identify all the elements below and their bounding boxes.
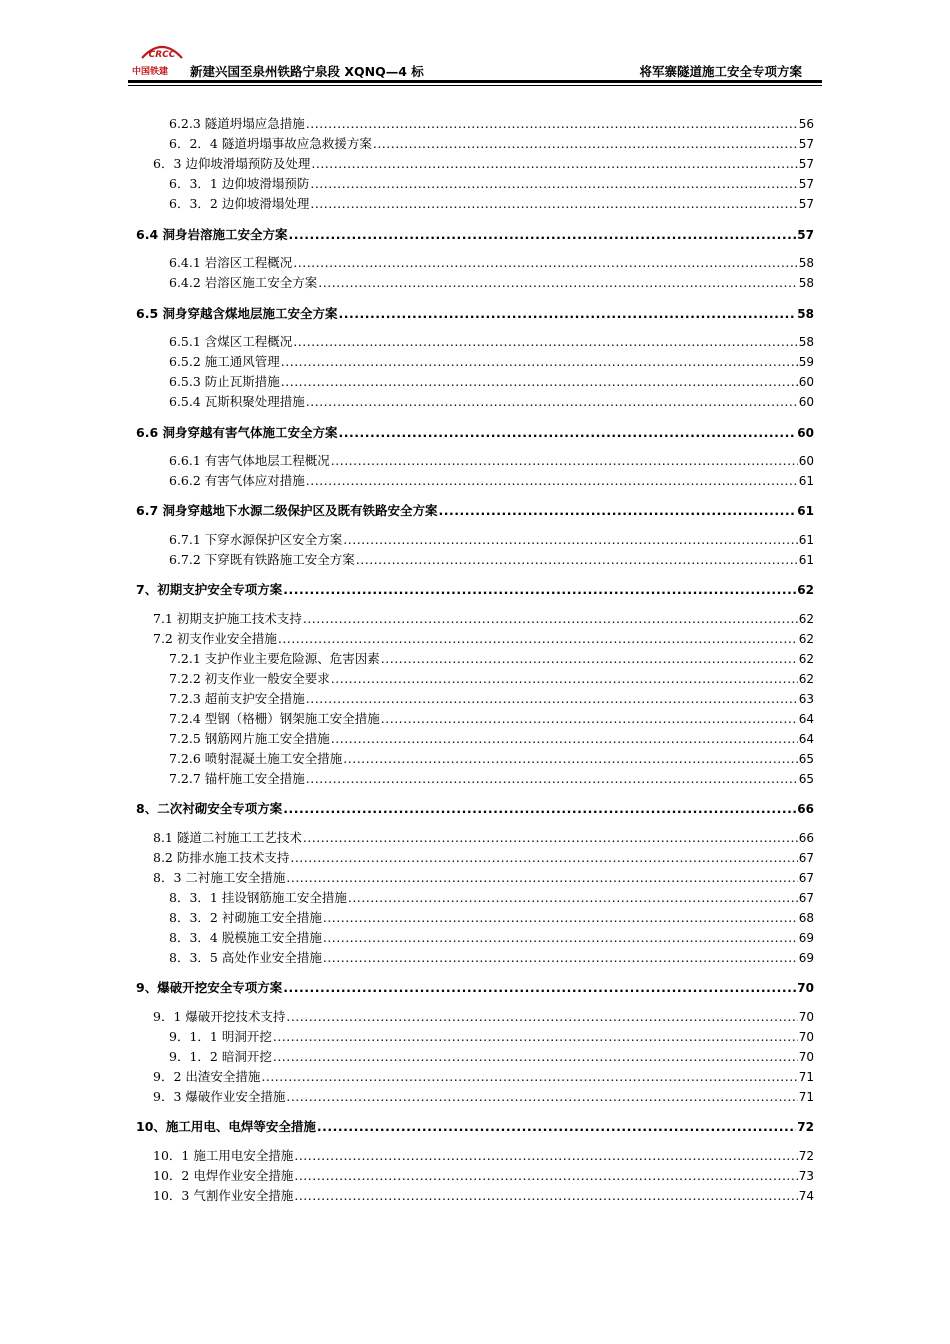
toc-entry[interactable] [153, 1088, 814, 1106]
toc-dot-leader [278, 630, 798, 648]
toc-entry[interactable] [153, 1167, 814, 1185]
toc-page-number: 64 [798, 732, 814, 746]
toc-page-number: 59 [798, 355, 814, 369]
toc-entry[interactable] [153, 1147, 814, 1165]
toc-dot-leader [306, 770, 798, 788]
toc-dot-leader [310, 195, 797, 213]
toc-entry-title: 8．3．5 高处作业安全措施 [169, 950, 322, 965]
toc-dot-leader [290, 849, 797, 867]
toc-dot-leader [293, 333, 797, 351]
header-document-title: 将军寨隧道施工安全专项方案 [639, 64, 802, 79]
toc-entry-title: 7.2.4 型钢（格栅）钢架施工安全措施 [169, 711, 380, 726]
toc-entry-title: 8．3．2 衬砌施工安全措施 [169, 910, 322, 925]
toc-entry[interactable] [153, 630, 814, 648]
toc-entry[interactable] [169, 650, 814, 668]
toc-page-number: 60 [798, 454, 814, 468]
toc-dot-leader [306, 472, 798, 490]
toc-entry[interactable] [153, 829, 814, 847]
toc-page-number: 60 [798, 375, 814, 389]
toc-section-entry[interactable] [136, 800, 814, 818]
toc-entry-title: 6.4.1 岩溶区工程概况 [169, 255, 293, 270]
toc-dot-leader [331, 730, 798, 748]
toc-dot-leader [281, 373, 798, 391]
toc-entry-title: 6．2．4 隧道坍塌事故应急救援方案 [169, 136, 372, 151]
header-project-title: 新建兴国至泉州铁路宁泉段 XQNQ—4 标 [190, 64, 424, 79]
toc-dot-leader [294, 1167, 797, 1185]
toc-entry[interactable] [153, 1187, 814, 1205]
toc-dot-leader [283, 979, 796, 997]
toc-entry-title: 7.2.5 钢筋网片施工安全措施 [169, 731, 330, 746]
toc-dot-leader [293, 254, 797, 272]
toc-dot-leader [294, 1187, 797, 1205]
toc-entry[interactable] [169, 1028, 814, 1046]
toc-entry-title: 6.5.2 施工通风管理 [169, 354, 280, 369]
toc-page-number: 62 [798, 672, 814, 686]
toc-page-number: 69 [798, 931, 814, 945]
toc-entry[interactable] [169, 393, 814, 411]
toc-entry-title: 6.6.2 有害气体应对措施 [169, 473, 305, 488]
toc-entry-title: 7.2.3 超前支护安全措施 [169, 691, 305, 706]
toc-entry[interactable] [169, 690, 814, 708]
toc-dot-leader [339, 424, 797, 442]
toc-entry[interactable] [169, 254, 814, 272]
toc-section-entry[interactable] [136, 502, 814, 520]
toc-entry[interactable] [169, 472, 814, 490]
toc-page-number: 66 [797, 802, 814, 816]
toc-dot-leader [289, 226, 797, 244]
toc-page-number: 61 [798, 474, 814, 488]
toc-dot-leader [283, 581, 796, 599]
toc-entry-title: 6.7 洞身穿越地下水源二级保护区及既有铁路安全方案 [136, 503, 438, 518]
toc-entry-title: 8、二次衬砌安全专项方案 [136, 801, 283, 816]
toc-entry-title: 7.2.6 喷射混凝土施工安全措施 [169, 751, 343, 766]
toc-entry-title: 6.5.3 防止瓦斯措施 [169, 374, 280, 389]
toc-entry-title: 9．2 出渣安全措施 [153, 1069, 261, 1084]
toc-section-entry[interactable] [136, 979, 814, 997]
toc-dot-leader [331, 452, 798, 470]
toc-dot-leader [306, 690, 798, 708]
toc-page-number: 72 [797, 1120, 814, 1134]
toc-page-number: 69 [798, 951, 814, 965]
toc-entry[interactable] [169, 373, 814, 391]
toc-entry[interactable] [169, 949, 814, 967]
toc-page-number: 61 [797, 504, 814, 518]
toc-entry-title: 6.4 洞身岩溶施工安全方案 [136, 227, 288, 242]
toc-entry-title: 9．1．2 暗洞开挖 [169, 1049, 272, 1064]
toc-entry-title: 7.1 初期支护施工技术支持 [153, 611, 302, 626]
toc-page-number: 57 [798, 197, 814, 211]
toc-page-number: 57 [798, 177, 814, 191]
toc-page-number: 64 [798, 712, 814, 726]
toc-entry-title: 9、爆破开挖安全专项方案 [136, 980, 283, 995]
toc-dot-leader [323, 909, 798, 927]
toc-page-number: 73 [798, 1169, 814, 1183]
toc-entry[interactable] [153, 1068, 814, 1086]
toc-dot-leader [273, 1028, 798, 1046]
toc-page-number: 65 [798, 772, 814, 786]
toc-dot-leader [348, 889, 798, 907]
toc-page-number: 62 [798, 612, 814, 626]
toc-entry[interactable] [169, 1048, 814, 1066]
toc-entry-title: 6．3 边仰坡滑塌预防及处理 [153, 156, 311, 171]
toc-entry-title: 7、初期支护安全专项方案 [136, 582, 283, 597]
toc-entry-title: 7.2 初支作业安全措施 [153, 631, 277, 646]
toc-entry[interactable] [169, 135, 814, 153]
toc-dot-leader [339, 305, 797, 323]
toc-page-number: 62 [798, 632, 814, 646]
toc-page-number: 63 [798, 692, 814, 706]
toc-page-number: 62 [797, 583, 814, 597]
toc-entry[interactable] [169, 353, 814, 371]
toc-section-entry[interactable] [136, 226, 814, 244]
toc-page-number: 67 [798, 851, 814, 865]
toc-dot-leader [303, 610, 798, 628]
toc-entry-title: 6．3．1 边仰坡滑塌预防 [169, 176, 310, 191]
toc-dot-leader [343, 531, 797, 549]
toc-entry[interactable] [153, 610, 814, 628]
toc-entry-title: 6.5.4 瓦斯积聚处理措施 [169, 394, 305, 409]
toc-entry-title: 6.2.3 隧道坍塌应急措施 [169, 116, 305, 131]
toc-entry-title: 8．3．1 挂设钢筋施工安全措施 [169, 890, 347, 905]
toc-entry[interactable] [169, 730, 814, 748]
toc-entry-title: 8.1 隧道二衬施工工艺技术 [153, 830, 302, 845]
toc-page-number: 57 [798, 137, 814, 151]
toc-dot-leader [317, 1118, 796, 1136]
toc-dot-leader [294, 1147, 797, 1165]
toc-dot-leader [306, 115, 798, 133]
toc-dot-leader [311, 155, 797, 173]
toc-page-number: 71 [798, 1070, 814, 1084]
toc-entry-title: 10、施工用电、电焊等安全措施 [136, 1119, 316, 1134]
toc-dot-leader [306, 393, 798, 411]
toc-page-number: 57 [798, 157, 814, 171]
toc-entry[interactable] [153, 869, 814, 887]
toc-entry[interactable] [169, 195, 814, 213]
toc-page-number: 70 [798, 1050, 814, 1064]
toc-dot-leader [286, 869, 797, 887]
toc-entry[interactable] [153, 849, 814, 867]
toc-page-number: 71 [798, 1090, 814, 1104]
toc-entry-title: 9．1 爆破开挖技术支持 [153, 1009, 286, 1024]
toc-page-number: 70 [798, 1030, 814, 1044]
toc-entry[interactable] [169, 551, 814, 569]
toc-entry-title: 6.4.2 岩溶区施工安全方案 [169, 275, 318, 290]
toc-entry[interactable] [169, 710, 814, 728]
toc-page-number: 70 [798, 1010, 814, 1024]
toc-dot-leader [318, 274, 797, 292]
toc-page-number: 61 [798, 553, 814, 567]
logo-mark-text: CRCC [148, 50, 176, 60]
toc-entry[interactable] [169, 333, 814, 351]
toc-entry[interactable] [169, 175, 814, 193]
toc-page-number: 60 [797, 426, 814, 440]
toc-page-number: 58 [798, 335, 814, 349]
toc-page-number: 56 [798, 117, 814, 131]
toc-dot-leader [331, 670, 798, 688]
toc-entry-title: 8.2 防排水施工技术支持 [153, 850, 290, 865]
toc-entry[interactable] [169, 115, 814, 133]
toc-section-entry[interactable] [136, 424, 814, 442]
toc-dot-leader [261, 1068, 797, 1086]
toc-dot-leader [381, 710, 798, 728]
toc-dot-leader [343, 750, 797, 768]
toc-dot-leader [283, 800, 796, 818]
toc-entry[interactable] [169, 929, 814, 947]
toc-entry-title: 6.6 洞身穿越有害气体施工安全方案 [136, 425, 338, 440]
toc-entry[interactable] [153, 155, 814, 173]
toc-entry-title: 6.7.2 下穿既有铁路施工安全方案 [169, 552, 355, 567]
toc-entry-title: 6.6.1 有害气体地层工程概况 [169, 453, 330, 468]
toc-entry-title: 7.2.7 锚杆施工安全措施 [169, 771, 305, 786]
toc-dot-leader [273, 1048, 798, 1066]
toc-entry[interactable] [169, 770, 814, 788]
toc-entry-title: 6.5 洞身穿越含煤地层施工安全方案 [136, 306, 338, 321]
toc-entry[interactable] [169, 670, 814, 688]
toc-page-number: 57 [797, 228, 814, 242]
toc-page-number: 67 [798, 871, 814, 885]
toc-dot-leader [286, 1088, 797, 1106]
toc-entry-title: 6．3．2 边仰坡滑塌处理 [169, 196, 310, 211]
toc-entry[interactable] [169, 909, 814, 927]
toc-page-number: 61 [798, 533, 814, 547]
logo-text: 中国铁建 [132, 67, 169, 77]
toc-dot-leader [323, 929, 798, 947]
toc-dot-leader [356, 551, 798, 569]
toc-entry[interactable] [169, 452, 814, 470]
toc-section-entry[interactable] [136, 1118, 814, 1136]
toc-entry-title: 7.2.1 支护作业主要危险源、危害因素 [169, 651, 380, 666]
toc-entry[interactable] [169, 750, 814, 768]
toc-page-number: 58 [798, 256, 814, 270]
toc-page-number: 72 [798, 1149, 814, 1163]
toc-section-entry[interactable] [136, 305, 814, 323]
toc-entry-title: 6.7.1 下穿水源保护区安全方案 [169, 532, 343, 547]
toc-page-number: 65 [798, 752, 814, 766]
toc-dot-leader [286, 1008, 797, 1026]
toc-entry-title: 8．3 二衬施工安全措施 [153, 870, 286, 885]
toc-entry-title: 10．3 气割作业安全措施 [153, 1188, 294, 1203]
toc-entry[interactable] [169, 274, 814, 292]
toc-entry-title: 9．3 爆破作业安全措施 [153, 1089, 286, 1104]
toc-entry-title: 8．3．4 脱模施工安全措施 [169, 930, 322, 945]
toc-dot-leader [373, 135, 798, 153]
toc-entry-title: 10．2 电焊作业安全措施 [153, 1168, 294, 1183]
toc-page-number: 74 [798, 1189, 814, 1203]
toc-page-number: 66 [798, 831, 814, 845]
toc-page-number: 62 [798, 652, 814, 666]
toc-entry[interactable] [153, 1008, 814, 1026]
toc-entry[interactable] [169, 889, 814, 907]
toc-page-number: 68 [798, 911, 814, 925]
toc-dot-leader [303, 829, 798, 847]
toc-page-number: 58 [797, 307, 814, 321]
toc-dot-leader [281, 353, 798, 371]
toc-entry[interactable] [169, 531, 814, 549]
toc-entry-title: 9．1．1 明洞开挖 [169, 1029, 272, 1044]
toc-entry-title: 10．1 施工用电安全措施 [153, 1148, 294, 1163]
toc-dot-leader [439, 502, 797, 520]
toc-page-number: 60 [798, 395, 814, 409]
toc-page-number: 70 [797, 981, 814, 995]
toc-page-number: 67 [798, 891, 814, 905]
toc-dot-leader [381, 650, 798, 668]
toc-entry-title: 6.5.1 含煤区工程概况 [169, 334, 293, 349]
toc-dot-leader [323, 949, 798, 967]
toc-dot-leader [310, 175, 797, 193]
toc-section-entry[interactable] [136, 581, 814, 599]
toc-page-number: 58 [798, 276, 814, 290]
toc-entry-title: 7.2.2 初支作业一般安全要求 [169, 671, 330, 686]
